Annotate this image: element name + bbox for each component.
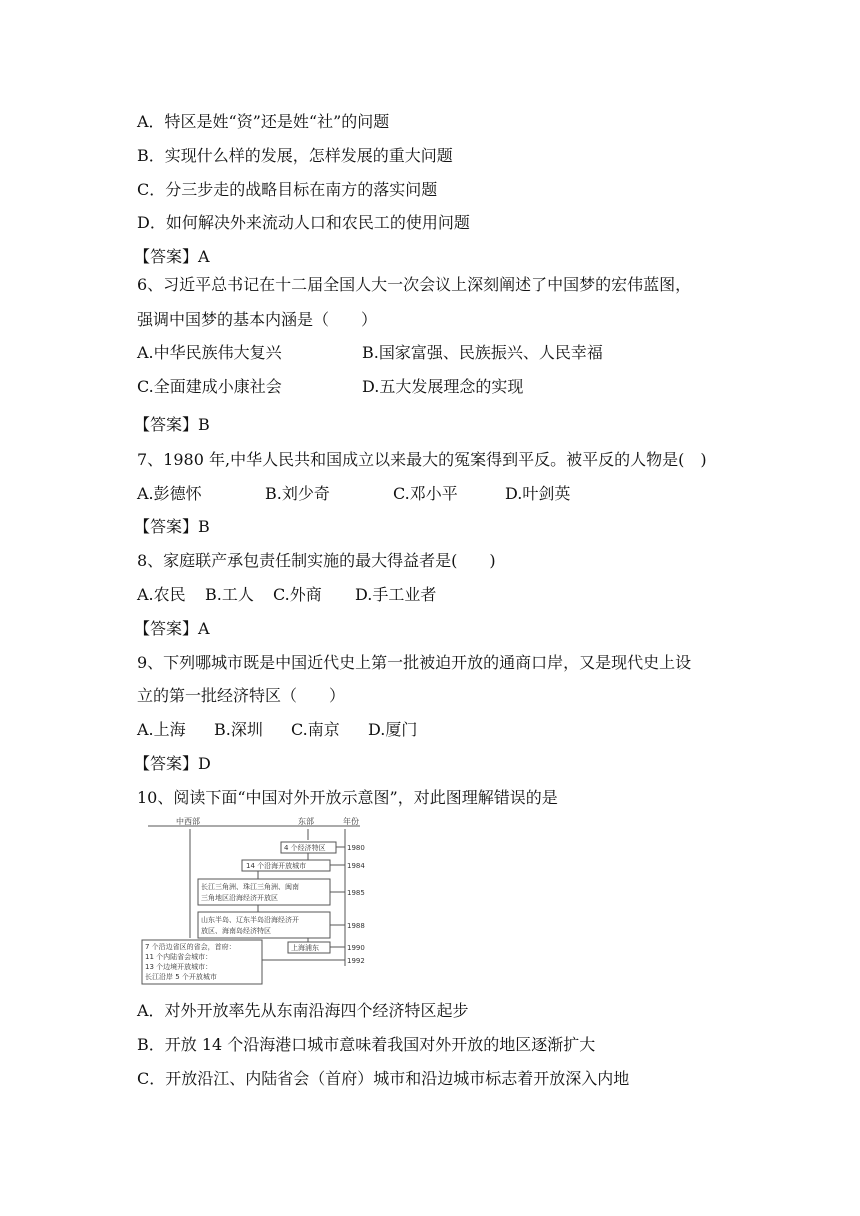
diagram-year-1980: 1980 xyxy=(347,844,365,852)
q10-option-a: A．对外开放率先从东南沿海四个经济特区起步 xyxy=(137,1001,469,1020)
q7-stem: 7、1980 年,中华人民共和国成立以来最大的冤案得到平反。被平反的人物是( ) xyxy=(137,450,707,469)
q10-option-b: B．开放 14 个沿海港口城市意味着我国对外开放的地区逐渐扩大 xyxy=(137,1035,596,1054)
diagram-header-east: 东部 xyxy=(298,817,314,826)
diagram-year-1988: 1988 xyxy=(347,922,365,930)
q9-option-b: B.深圳 xyxy=(214,720,263,739)
q8-option-d: D.手工业者 xyxy=(355,585,437,604)
q8-answer: 【答案】A xyxy=(134,619,210,638)
q8-option-a: A.农民 xyxy=(137,585,186,604)
diagram-box-deltas-1: 长江三角洲、珠江三角洲、闽南 xyxy=(201,883,299,891)
diagram-box-pudong: 上海浦东 xyxy=(291,944,319,952)
diagram-box-peninsulas-2: 放区、海南岛经济特区 xyxy=(201,927,271,935)
diagram-box-deltas-2: 三角地区沿海经济开放区 xyxy=(201,894,278,902)
q7-option-a: A.彭德怀 xyxy=(137,484,202,503)
q6-answer: 【答案】B xyxy=(134,415,210,434)
q5-option-b: B．实现什么样的发展，怎样发展的重大问题 xyxy=(137,146,453,165)
q6-option-d: D.五大发展理念的实现 xyxy=(362,377,524,396)
q7-answer: 【答案】B xyxy=(134,517,210,536)
diagram-year-1990: 1990 xyxy=(347,944,365,952)
diagram-west-line1: 7 个沿边省区的省会，首府： xyxy=(145,943,236,951)
q9-stem-line1: 9、下列哪城市既是中国近代史上第一批被迫开放的通商口岸，又是现代史上设 xyxy=(137,653,692,672)
q6-option-c: C.全面建成小康社会 xyxy=(137,377,282,396)
q5-option-a: A．特区是姓“资”还是姓“社”的问题 xyxy=(137,112,390,131)
q10-option-c: C．开放沿江、内陆省会（首府）城市和沿边城市标志着开放深入内地 xyxy=(137,1069,630,1088)
q5-option-d: D．如何解决外来流动人口和农民工的使用问题 xyxy=(137,213,470,232)
q7-option-c: C.邓小平 xyxy=(393,484,458,503)
q10-stem: 10、阅读下面“中国对外开放示意图”，对此图理解错误的是 xyxy=(137,788,558,807)
q5-option-c: C．分三步走的战略目标在南方的落实问题 xyxy=(137,180,438,199)
diagram-header-year: 年份 xyxy=(343,817,359,826)
diagram-box-sez: 4 个经济特区 xyxy=(284,844,326,852)
diagram-west-line4: 长江沿岸 5 个开放城市 xyxy=(145,973,217,981)
q9-answer: 【答案】D xyxy=(134,754,211,773)
q8-stem: 8、家庭联产承包责任制实施的最大得益者是( ) xyxy=(137,551,496,570)
q6-stem-line1: 6、习近平总书记在十二届全国人大一次会议上深刻阐述了中国梦的宏伟蓝图， xyxy=(137,275,692,294)
q8-option-b: B.工人 xyxy=(205,585,254,604)
q9-option-c: C.南京 xyxy=(291,720,340,739)
q9-option-a: A.上海 xyxy=(137,720,186,739)
q9-stem-line2: 立的第一批经济特区（ ） xyxy=(137,686,346,705)
q9-option-d: D.厦门 xyxy=(368,720,418,739)
diagram-box-peninsulas-1: 山东半岛、辽东半岛沿海经济开 xyxy=(201,916,299,924)
q6-stem-line2: 强调中国梦的基本内涵是（ ） xyxy=(137,310,378,329)
q8-option-c: C.外商 xyxy=(273,585,322,604)
diagram-year-1992: 1992 xyxy=(347,957,365,965)
diagram-header-west: 中西部 xyxy=(176,817,200,826)
diagram-box-coastal-cities: 14 个沿海开放城市 xyxy=(246,862,307,870)
q7-option-d: D.叶剑英 xyxy=(505,484,571,503)
diagram-west-line2: 11 个内陆省会城市： xyxy=(145,953,213,961)
q7-option-b: B.刘少奇 xyxy=(265,484,330,503)
opening-up-diagram xyxy=(138,816,370,986)
q5-answer: 【答案】A xyxy=(134,247,210,266)
q6-option-a: A.中华民族伟大复兴 xyxy=(137,343,282,362)
diagram-year-1985: 1985 xyxy=(347,889,365,897)
q6-option-b: B.国家富强、民族振兴、人民幸福 xyxy=(362,343,603,362)
diagram-west-line3: 13 个边境开放城市： xyxy=(145,963,213,971)
diagram-year-1984: 1984 xyxy=(347,862,365,870)
